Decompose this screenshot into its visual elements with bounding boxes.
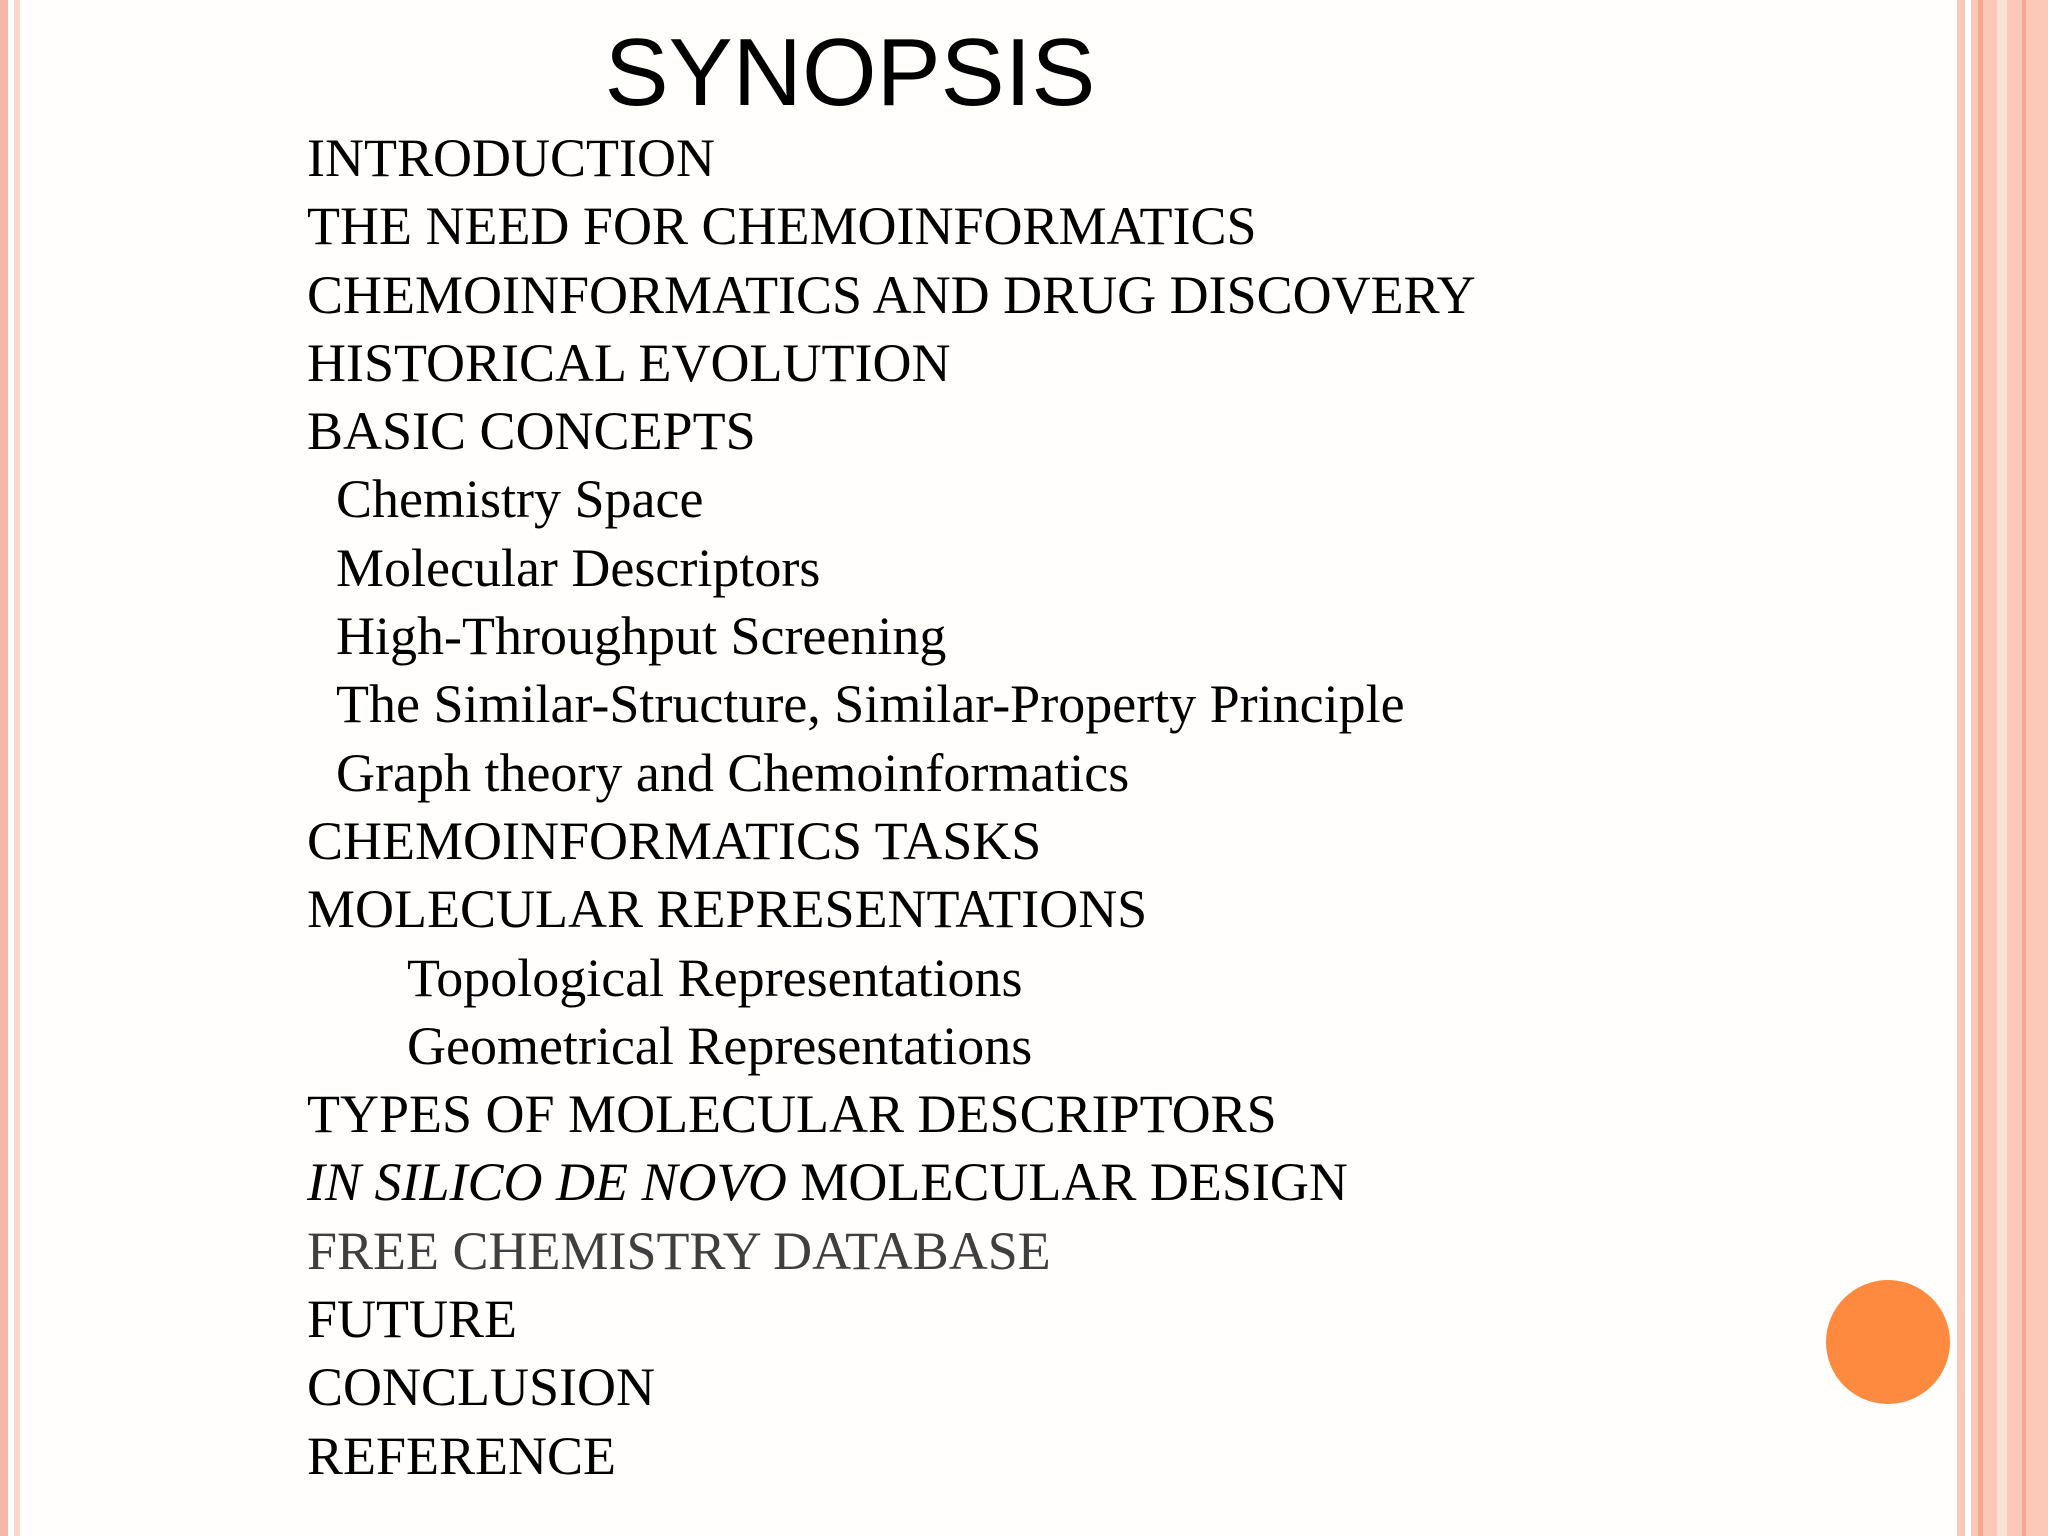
list-item xyxy=(307,1148,1476,1216)
list-subitem: Graph theory and Chemoinformatics xyxy=(336,742,1130,803)
list-subitem: Molecular Descriptors xyxy=(336,537,821,598)
list-item: FUTURE xyxy=(307,1289,518,1350)
right-border-line xyxy=(1965,0,1971,1536)
list-item: FREE CHEMISTRY DATABASE xyxy=(307,1220,1051,1281)
list-item: CONCLUSION xyxy=(307,1357,656,1418)
list-item: MOLECULAR REPRESENTATIONS xyxy=(307,879,1148,940)
list-item-rest: MOLECULAR DESIGN xyxy=(786,1152,1348,1213)
list-item: TYPES OF MOLECULAR DESCRIPTORS xyxy=(307,1084,1277,1145)
list-item: REFERENCE xyxy=(307,1425,617,1486)
list-item: INTRODUCTION xyxy=(307,128,715,188)
list-subitem: High-Throughput Screening xyxy=(336,606,947,667)
list-item: BASIC CONCEPTS xyxy=(307,401,756,462)
right-border-line xyxy=(1978,0,1983,1536)
list-subitem: Topological Representations xyxy=(407,947,1023,1008)
list-subitem: Geometrical Representations xyxy=(407,1015,1033,1076)
list-item: THE NEED FOR CHEMOINFORMATICS xyxy=(307,196,1257,257)
orange-circle-decoration xyxy=(1826,1280,1950,1404)
italic-term: IN SILICO DE NOVO xyxy=(307,1152,787,1213)
list-item: CHEMOINFORMATICS AND DRUG DISCOVERY xyxy=(307,264,1476,325)
list-item: CHEMOINFORMATICS TASKS xyxy=(307,810,1042,871)
list-item: HISTORICAL EVOLUTION xyxy=(307,332,951,393)
left-border-stripe-inner xyxy=(14,0,20,1536)
list-subitem: Chemistry Space xyxy=(336,469,704,530)
left-border-stripe xyxy=(0,0,8,1536)
list-subitem: The Similar-Structure, Similar-Property Principle xyxy=(336,674,1405,735)
slide-title: SYNOPSIS xyxy=(604,19,1096,126)
right-border-line xyxy=(1997,0,2007,1536)
synopsis-list xyxy=(307,124,1476,1490)
right-border-line xyxy=(2022,0,2026,1536)
